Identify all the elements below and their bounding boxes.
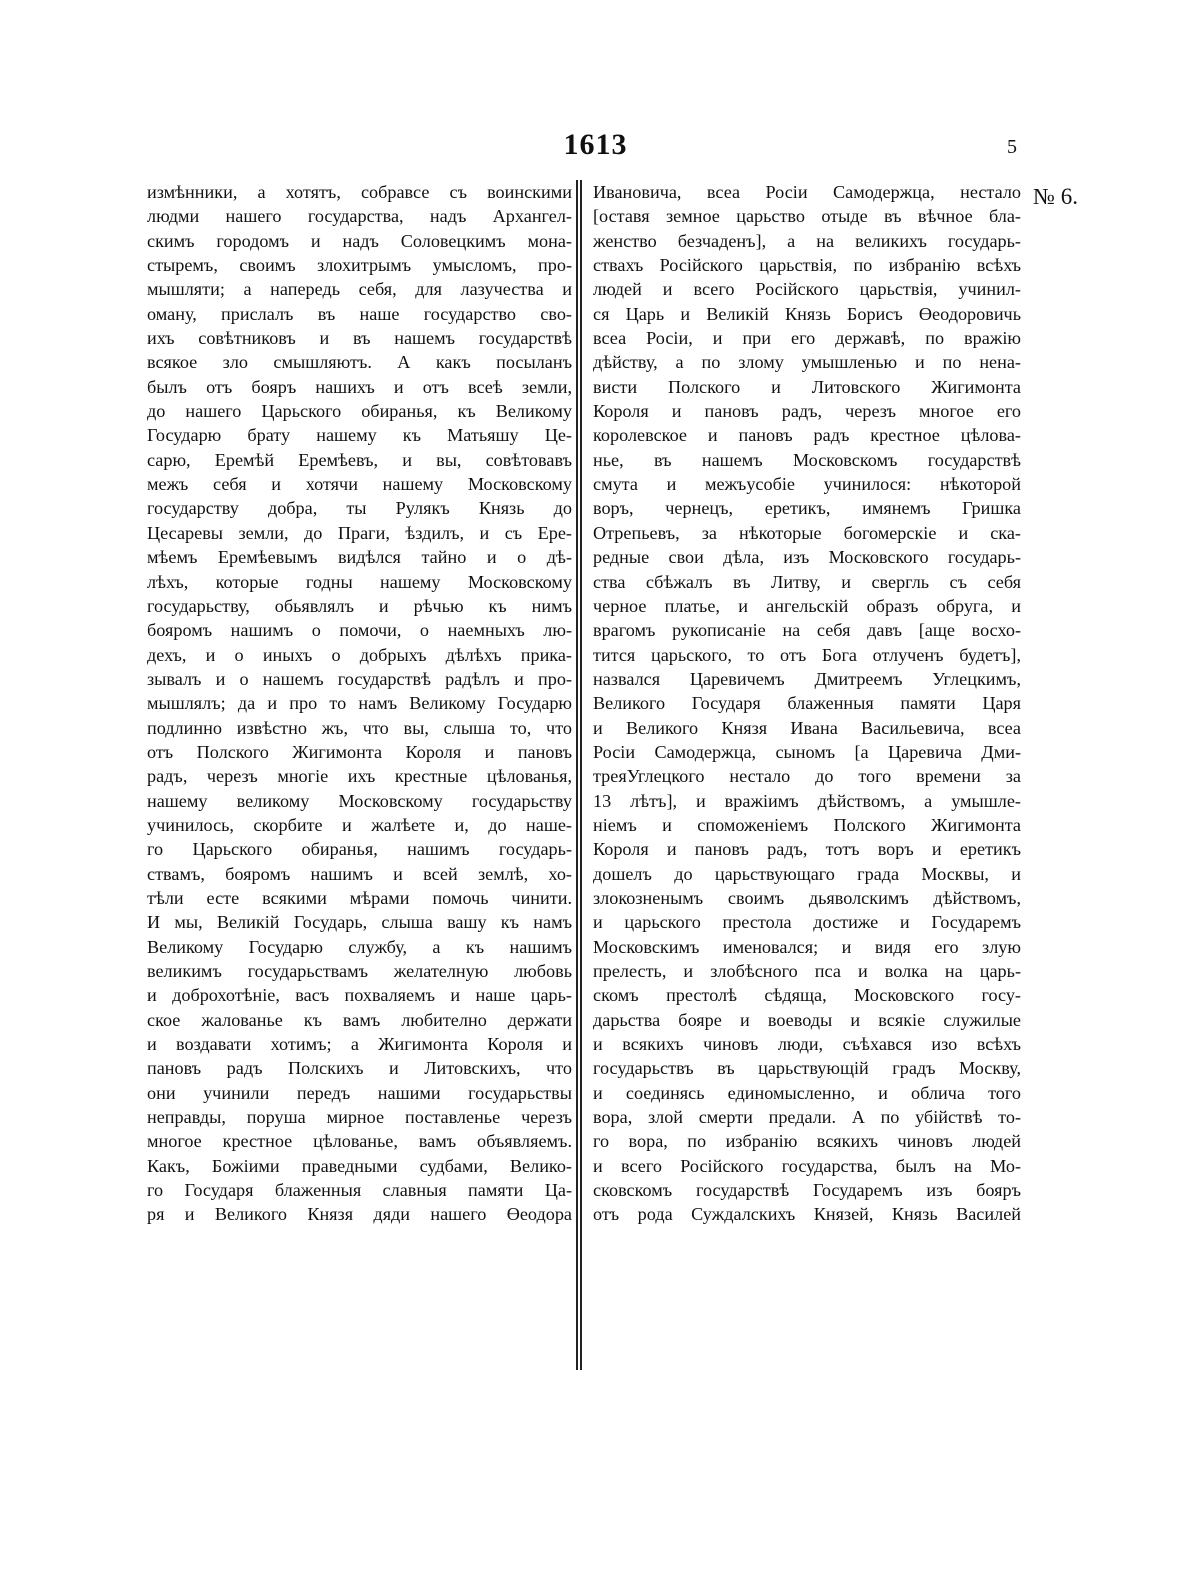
text-line: [оставя земное царьство отыде въ вѣчное бла-	[593, 206, 1021, 227]
text-line: прелесть, и злобѣсного пса и волка на царь-	[593, 961, 1021, 981]
text-line: былъ отъ бояръ нашихъ и отъ всеѣ земли,	[147, 376, 572, 397]
text-line: назвался Царевичемъ Дмитреемъ Углецкимъ,	[593, 668, 1021, 689]
text-line: лѣхъ, которые годны нашему Московскому	[147, 571, 572, 592]
text-line: злокозненымъ своимъ дьяволскимъ дѣйствомъ,	[593, 887, 1021, 908]
text-line: ское жалованье къ вамъ любително держати	[147, 1009, 572, 1030]
text-line: мѣемъ Еремѣевымъ видѣлся тайно и о дѣ-	[147, 547, 572, 568]
left-text-column	[147, 180, 572, 1227]
text-line: дошелъ до царьствующаго града Москвы, и	[593, 863, 1021, 884]
text-line: учинилось, скорбите и жалѣете и, до наше-	[147, 814, 572, 835]
text-line: мышлялъ; да и про то намъ Великому Государю	[147, 693, 572, 714]
text-line: ря и Великого Князя дяди нашего Өеодора	[147, 1204, 572, 1225]
text-line: нашему великому Московскому государьству	[147, 790, 572, 811]
text-line: неправды, поруша мирное поставленье черезъ	[147, 1107, 572, 1128]
text-line: Отрепьевъ, за нѣкоторые богомерскіе и ска-	[593, 522, 1021, 543]
column-divider-line	[580, 180, 582, 1370]
text-line: оману, прислалъ въ наше государство сво-	[147, 303, 572, 324]
text-line: пановъ радъ Полскихъ и Литовскихъ, что	[147, 1058, 572, 1079]
text-line: скомъ престолѣ сѣдяща, Московского госу-	[593, 985, 1021, 1006]
text-line: редные свои дѣла, изъ Московского государь-	[593, 547, 1021, 568]
text-line: нье, въ нашемъ Московскомъ государствѣ	[593, 449, 1021, 470]
text-line: и воздавати хотимъ; а Жигимонта Короля и	[147, 1034, 572, 1055]
text-line: вора, злой смерти предали. А по убійствѣ то-	[593, 1107, 1021, 1128]
text-line: ствамъ, бояромъ нашимъ и всей землѣ, хо-	[147, 863, 572, 884]
text-line: Какъ, Божіими праведными судбами, Велико-	[147, 1155, 572, 1176]
text-line: ихъ совѣтниковъ и въ нашемъ государствѣ	[147, 328, 572, 349]
page-number: 5	[1007, 136, 1017, 158]
text-line: отъ рода Суждалскихъ Князей, Князь Василей	[593, 1204, 1021, 1225]
text-line: многое крестное цѣлованье, вамъ объявляемъ.	[147, 1131, 572, 1152]
text-line: Короля и пановъ радъ, черезъ многое его	[593, 401, 1021, 422]
text-line: радъ, черезъ многіе ихъ крестные цѣлованья,	[147, 766, 572, 787]
text-line: И мы, Великій Государь, слыша вашу къ намъ	[147, 912, 572, 933]
text-line: государьству, обьявлялъ и рѣчью къ нимъ	[147, 595, 572, 616]
text-line: дарьства бояре и воеводы и всякіе служилые	[593, 1009, 1021, 1030]
text-line: сарю, Еремѣй Еремѣевъ, и вы, совѣтовавъ	[147, 449, 572, 470]
text-line: мышляти; а напередь себя, для лазучества и	[147, 279, 572, 300]
text-line: женство безчаденъ], а на великихъ государь-	[593, 230, 1021, 251]
text-line: го Государя блаженныя славныя памяти Ца-	[147, 1180, 572, 1201]
text-line: подлинно извѣстно жъ, что вы, слыша то, что	[147, 717, 572, 738]
text-line: ствахъ Російского царьствія, по избранію всѣхъ	[593, 255, 1021, 276]
text-line: бояромъ нашимъ о помочи, о наемныхъ лю-	[147, 620, 572, 641]
text-line: и соединясь единомысленно, и облича того	[593, 1082, 1021, 1103]
text-line: и доброхотѣніе, васъ похваляемъ и наше царь-	[147, 985, 572, 1006]
text-line: ся Царь и Великій Князь Борисъ Өеодоровичь	[593, 303, 1021, 324]
text-line: тѣли есте всякими мѣрами помочь чинити.	[147, 887, 572, 908]
text-line: Цесаревы земли, до Праги, ѣздилъ, и съ Ере-	[147, 522, 572, 543]
text-line: и всякихъ чиновъ люди, съѣхався изо всѣхъ	[593, 1034, 1021, 1055]
right-text-column	[593, 180, 1021, 1227]
text-line: королевское и пановъ радъ крестное цѣлова-	[593, 425, 1021, 446]
document-number: № 6.	[1033, 184, 1078, 209]
text-line: они учинили передъ нашими государьствы	[147, 1082, 572, 1103]
text-line: Государю брату нашему къ Матьяшу Це-	[147, 425, 572, 446]
text-line: всеа Росіи, и при его державѣ, по вражію	[593, 328, 1021, 349]
text-line: великимъ государьствамъ желателную любовь	[147, 961, 572, 981]
text-line: до нашего Царьского обиранья, къ Великому	[147, 401, 572, 422]
text-line: дехъ, и о иныхъ о добрыхъ дѣлѣхъ прика-	[147, 644, 572, 665]
text-line: межъ себя и хотячи нашему Московскому	[147, 474, 572, 495]
text-line: и всего Російского государства, былъ на Мо-	[593, 1155, 1021, 1176]
text-line: сковскомъ государствѣ Государемъ изъ бояръ	[593, 1180, 1021, 1201]
text-line: измѣнники, а хотятъ, собравсе съ воинскими	[147, 182, 572, 202]
text-line: государьствъ въ царьствующій градъ Москву,	[593, 1058, 1021, 1079]
text-line: зывалъ и о нашемъ государствѣ радѣлъ и про-	[147, 668, 572, 689]
text-line: висти Полского и Литовского Жигимонта	[593, 376, 1021, 397]
text-line: всякое зло смышляютъ. А какъ посыланъ	[147, 352, 572, 373]
column-divider-line	[576, 180, 578, 1370]
text-line: и царьского престола достиже и Государемъ	[593, 912, 1021, 933]
text-line: государству добра, ты Рулякъ Князь до	[147, 498, 572, 519]
text-line: Короля и пановъ радъ, тотъ воръ и еретикъ	[593, 839, 1021, 860]
text-line: людми нашего государства, надъ Архангел-	[147, 206, 572, 227]
text-line: скимъ городомъ и надъ Соловецкимъ мона-	[147, 230, 572, 251]
text-line: воръ, чернецъ, еретикъ, имянемъ Гришка	[593, 498, 1021, 519]
text-line: Великому Государю службу, а къ нашимъ	[147, 936, 572, 957]
text-line: треяУглецкого нестало до того времени за	[593, 766, 1021, 787]
text-line: смута и межъусобіе учинилося: нѣкоторой	[593, 474, 1021, 495]
text-line: черное платье, и ангельскій образъ обруга, и	[593, 595, 1021, 616]
text-line: отъ Полского Жигимонта Короля и пановъ	[147, 741, 572, 762]
text-line: стыремъ, своимъ злохитрымъ умысломъ, про-	[147, 255, 572, 276]
page-year: 1613	[563, 128, 628, 161]
page-header	[0, 128, 1191, 168]
text-line: Московскимъ именовался; и видя его злую	[593, 936, 1021, 957]
text-line: ніемъ и споможеніемъ Полского Жигимонта	[593, 814, 1021, 835]
text-line: врагомъ рукописаніе на себя давъ [аще восхо-	[593, 620, 1021, 641]
text-line: Росіи Самодержца, сыномъ [а Царевича Дми-	[593, 741, 1021, 762]
text-line: и Великого Князя Ивана Васильевича, всеа	[593, 717, 1021, 738]
text-line: ства сбѣжалъ въ Литву, и свергль съ себя	[593, 571, 1021, 592]
text-line: тится царьского, то отъ Бога отлученъ будетъ],	[593, 644, 1021, 665]
text-line: Ивановича, всеа Росіи Самодержца, нестало	[593, 182, 1021, 202]
text-line: дѣйству, а по злому умышленью и по нена-	[593, 352, 1021, 373]
text-line: 13 лѣтъ], и вражіимъ дѣйствомъ, а умышле-	[593, 790, 1021, 811]
text-line: Великого Государя блаженныя памяти Царя	[593, 693, 1021, 714]
text-line: го Царьского обиранья, нашимъ государь-	[147, 839, 572, 860]
text-line: людей и всего Російского царьствія, учинил-	[593, 279, 1021, 300]
text-line: го вора, по избранію всякихъ чиновъ людей	[593, 1131, 1021, 1152]
